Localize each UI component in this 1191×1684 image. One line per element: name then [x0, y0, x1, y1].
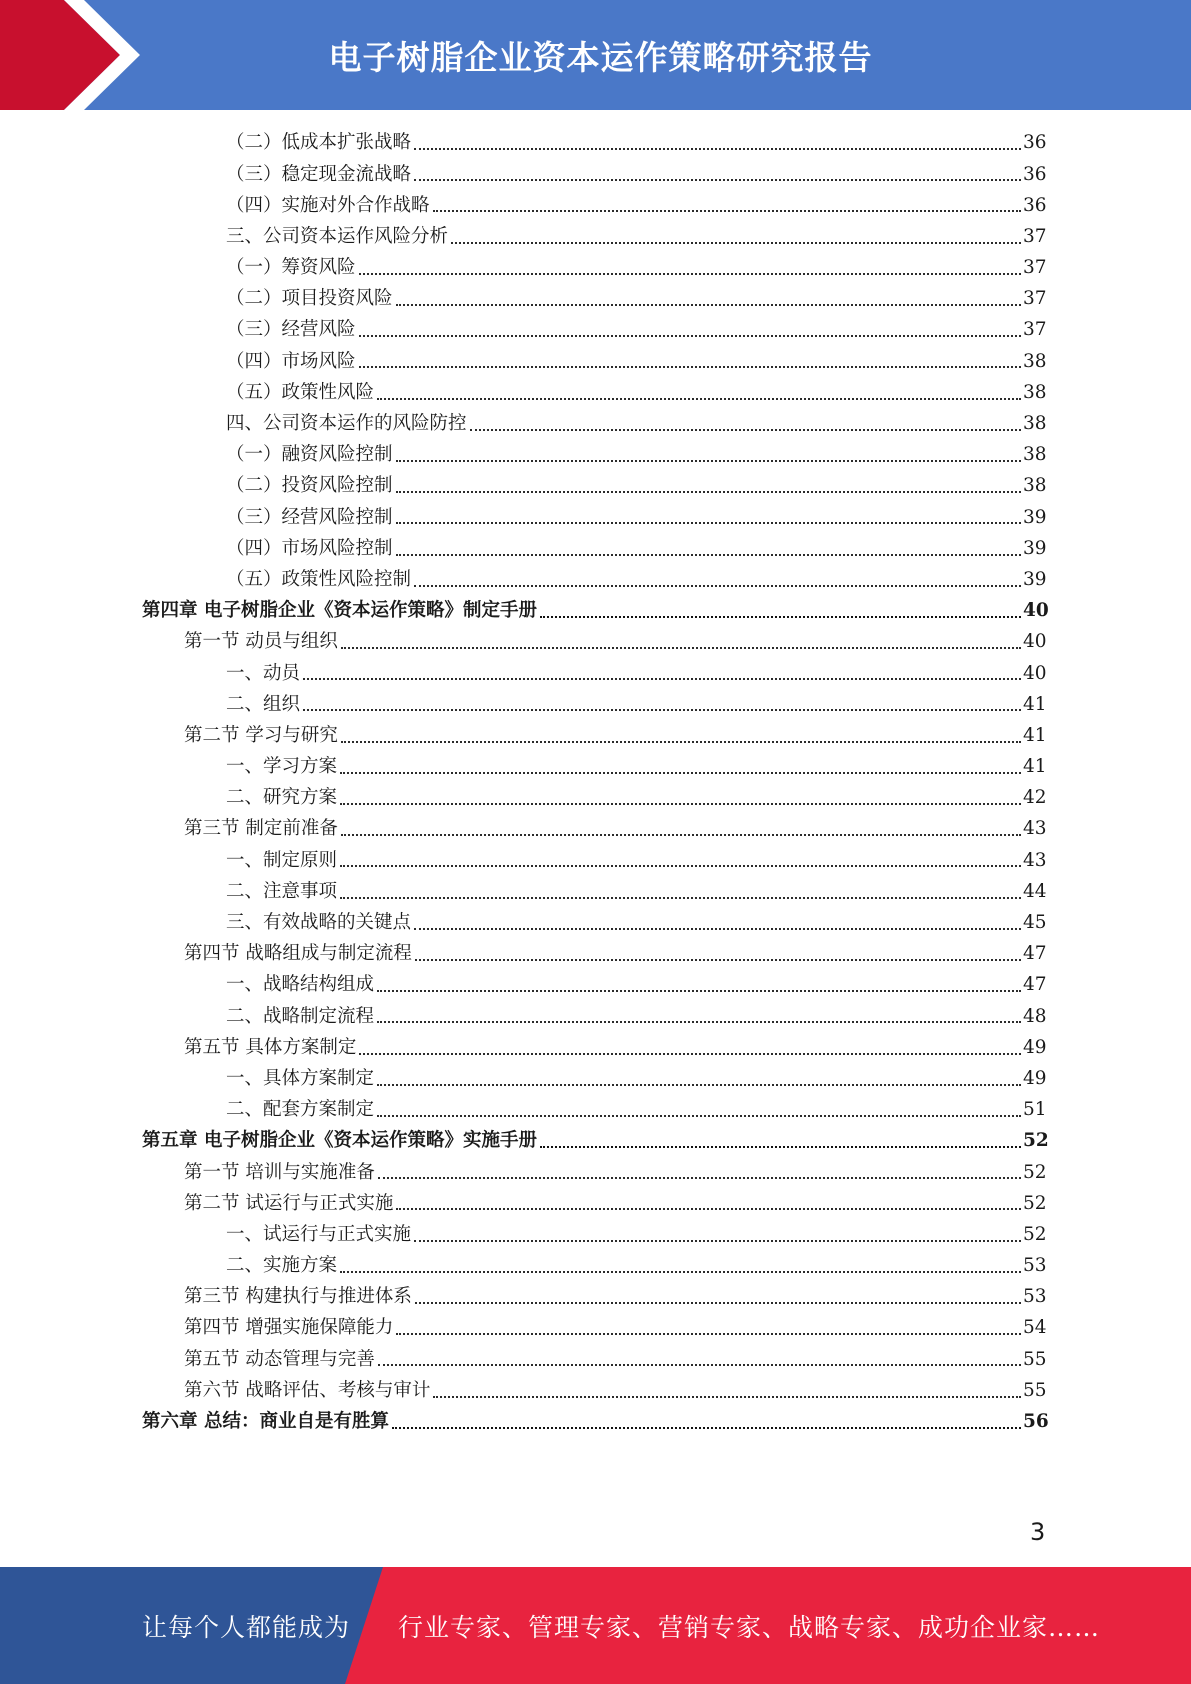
dot-leader — [341, 834, 1021, 836]
toc-entry[interactable] — [226, 1251, 1047, 1282]
toc-entry-page: 36 — [1023, 194, 1047, 216]
toc-entry[interactable] — [226, 159, 1047, 190]
toc-entry[interactable] — [226, 533, 1047, 564]
toc-entry-label: 第二节 学习与研究 — [184, 724, 338, 746]
toc-entry-label: 第一节 动员与组织 — [184, 631, 338, 653]
dot-leader — [378, 1177, 1021, 1179]
dot-leader — [470, 429, 1021, 431]
toc-entry-label: 一、制定原则 — [226, 849, 338, 871]
toc-entry-page: 38 — [1023, 444, 1047, 466]
toc-entry[interactable] — [184, 814, 1047, 845]
dot-leader — [377, 1115, 1021, 1117]
toc-entry[interactable] — [226, 190, 1047, 221]
toc-entry-label: 第五章 电子树脂企业《资本运作策略》实施手册 — [142, 1130, 537, 1152]
toc-entry[interactable] — [184, 1376, 1047, 1407]
dot-leader — [340, 865, 1021, 867]
toc-entry[interactable] — [226, 502, 1047, 533]
dot-leader — [359, 1053, 1021, 1055]
toc-entry-label: （三）经营风险 — [226, 319, 356, 341]
toc-entry-label: （五）政策性风险 — [226, 381, 375, 403]
footer-slogan-left: 让每个人都能成为 — [142, 1612, 351, 1642]
toc-entry-page: 37 — [1023, 257, 1047, 279]
dot-leader — [540, 616, 1021, 618]
toc-entry-label: 二、配套方案制定 — [226, 1099, 375, 1121]
toc-entry-page: 48 — [1023, 1005, 1047, 1027]
toc-entry-page: 54 — [1023, 1317, 1047, 1339]
dot-leader — [359, 366, 1021, 368]
toc-entry[interactable] — [226, 378, 1047, 409]
toc-entry-page: 52 — [1023, 1161, 1047, 1183]
toc-entry-label: （四）市场风险 — [226, 350, 356, 372]
document-title: 电子树脂企业资本运作策略研究报告 — [328, 37, 873, 77]
header-banner — [0, 0, 1191, 110]
toc-entry[interactable] — [226, 409, 1047, 440]
toc-entry-label: 第二节 试运行与正式实施 — [184, 1192, 394, 1214]
dot-leader — [540, 1146, 1021, 1148]
dot-leader — [377, 990, 1021, 992]
toc-entry[interactable] — [226, 1064, 1047, 1095]
toc-entry[interactable] — [184, 1313, 1047, 1344]
toc-entry-page: 38 — [1023, 350, 1047, 372]
toc-entry[interactable] — [184, 939, 1047, 970]
toc-entry-label: （三）稳定现金流战略 — [226, 163, 412, 185]
dot-leader — [415, 1302, 1021, 1304]
dot-leader — [340, 897, 1021, 899]
dot-leader — [414, 148, 1021, 150]
toc-entry-page: 52 — [1023, 1192, 1047, 1214]
toc-entry-page: 40 — [1023, 600, 1049, 622]
toc-entry[interactable] — [226, 315, 1047, 346]
toc-entry-label: 三、公司资本运作风险分析 — [226, 225, 449, 247]
toc-entry[interactable] — [226, 565, 1047, 596]
toc-entry-label: 第四节 增强实施保障能力 — [184, 1317, 394, 1339]
toc-entry-label: （五）政策性风险控制 — [226, 568, 412, 590]
toc-entry-label: （一）融资风险控制 — [226, 444, 393, 466]
toc-entry-page: 56 — [1023, 1411, 1049, 1433]
toc-entry-label: 一、学习方案 — [226, 756, 338, 778]
toc-entry-page: 53 — [1023, 1286, 1047, 1308]
toc-entry[interactable] — [226, 970, 1047, 1001]
toc-entry-page: 52 — [1023, 1130, 1049, 1152]
toc-entry-label: 一、动员 — [226, 662, 301, 684]
toc-entry[interactable] — [184, 1188, 1047, 1219]
dot-leader — [433, 210, 1021, 212]
dot-leader — [396, 522, 1021, 524]
toc-entry-page: 36 — [1023, 163, 1047, 185]
toc-entry[interactable] — [226, 908, 1047, 939]
dot-leader — [396, 460, 1021, 462]
toc-entry-page: 37 — [1023, 225, 1047, 247]
footer-slogan-right: 行业专家、管理专家、营销专家、战略专家、成功企业家…… — [398, 1612, 1101, 1642]
toc-entry-label: 二、战略制定流程 — [226, 1005, 375, 1027]
toc-entry[interactable] — [226, 752, 1047, 783]
toc-entry-page: 43 — [1023, 818, 1047, 840]
toc-entry-page: 43 — [1023, 849, 1047, 871]
toc-entry-page: 36 — [1023, 132, 1047, 154]
toc-entry[interactable] — [226, 1001, 1047, 1032]
toc-entry[interactable] — [226, 440, 1047, 471]
toc-entry[interactable] — [142, 1126, 1047, 1157]
toc-entry-page: 44 — [1023, 880, 1047, 902]
toc-entry[interactable] — [226, 284, 1047, 315]
toc-entry-label: （一）筹资风险 — [226, 257, 356, 279]
toc-entry[interactable] — [226, 689, 1047, 720]
toc-entry-label: 二、注意事项 — [226, 880, 338, 902]
toc-entry-page: 49 — [1023, 1067, 1047, 1089]
toc-entry[interactable] — [184, 1344, 1047, 1375]
toc-entry-label: 二、实施方案 — [226, 1255, 338, 1277]
toc-entry[interactable] — [226, 128, 1047, 159]
toc-entry[interactable] — [226, 253, 1047, 284]
dot-leader — [433, 1396, 1021, 1398]
toc-entry-label: 第三节 构建执行与推进体系 — [184, 1286, 412, 1308]
toc-entry-page: 47 — [1023, 974, 1047, 996]
toc-entry-page: 39 — [1023, 537, 1047, 559]
toc-entry-page: 38 — [1023, 413, 1047, 435]
dot-leader — [340, 803, 1021, 805]
dot-leader — [396, 304, 1021, 306]
toc-entry[interactable] — [184, 1157, 1047, 1188]
dot-leader — [414, 179, 1021, 181]
dot-leader — [396, 1208, 1021, 1210]
dot-leader — [359, 273, 1021, 275]
toc-entry-label: 四、公司资本运作的风险防控 — [226, 413, 467, 435]
dot-leader — [378, 1364, 1021, 1366]
toc-entry-page: 41 — [1023, 693, 1047, 715]
toc-entry[interactable] — [184, 627, 1047, 658]
dot-leader — [303, 678, 1021, 680]
toc-entry-label: 第五节 具体方案制定 — [184, 1036, 357, 1058]
toc-entry[interactable] — [184, 721, 1047, 752]
dot-leader — [377, 398, 1021, 400]
toc-entry-label: （二）投资风险控制 — [226, 475, 393, 497]
toc-entry-label: （四）市场风险控制 — [226, 537, 393, 559]
toc-entry-label: 第三节 制定前准备 — [184, 818, 338, 840]
table-of-contents — [0, 128, 1191, 1438]
dot-leader — [396, 554, 1021, 556]
toc-entry-page: 55 — [1023, 1348, 1047, 1370]
toc-entry-label: 第四节 战略组成与制定流程 — [184, 943, 412, 965]
toc-entry[interactable] — [184, 1032, 1047, 1063]
toc-entry-label: 一、具体方案制定 — [226, 1067, 375, 1089]
toc-entry-page: 41 — [1023, 724, 1047, 746]
toc-entry-page: 51 — [1023, 1099, 1047, 1121]
toc-entry-page: 37 — [1023, 288, 1047, 310]
dot-leader — [340, 772, 1021, 774]
toc-entry-label: 第五节 动态管理与完善 — [184, 1348, 375, 1370]
page-number: 3 — [1030, 1518, 1046, 1546]
dot-leader — [414, 928, 1021, 930]
toc-entry[interactable] — [226, 222, 1047, 253]
toc-entry-label: 二、研究方案 — [226, 787, 338, 809]
toc-entry[interactable] — [142, 596, 1047, 627]
toc-entry-label: （三）经营风险控制 — [226, 506, 393, 528]
toc-entry-page: 55 — [1023, 1379, 1047, 1401]
toc-entry-page: 49 — [1023, 1036, 1047, 1058]
dot-leader — [359, 335, 1021, 337]
toc-entry-label: 二、组织 — [226, 693, 301, 715]
dot-leader — [377, 1021, 1021, 1023]
dot-leader — [392, 1427, 1021, 1429]
toc-entry[interactable] — [226, 1220, 1047, 1251]
dot-leader — [396, 1333, 1021, 1335]
toc-entry[interactable] — [226, 658, 1047, 689]
dot-leader — [415, 959, 1021, 961]
toc-entry[interactable] — [226, 346, 1047, 377]
toc-entry[interactable] — [226, 783, 1047, 814]
toc-entry-label: 一、战略结构组成 — [226, 974, 375, 996]
toc-entry-label: （四）实施对外合作战略 — [226, 194, 430, 216]
toc-entry-page: 40 — [1023, 662, 1047, 684]
toc-entry-label: 第四章 电子树脂企业《资本运作策略》制定手册 — [142, 600, 537, 622]
toc-entry-label: 三、有效战略的关键点 — [226, 912, 412, 934]
toc-entry-page: 47 — [1023, 943, 1047, 965]
dot-leader — [341, 741, 1021, 743]
toc-entry-label: （二）低成本扩张战略 — [226, 132, 412, 154]
toc-entry-page: 45 — [1023, 912, 1047, 934]
toc-entry-page: 42 — [1023, 787, 1047, 809]
toc-entry-label: （二）项目投资风险 — [226, 288, 393, 310]
toc-entry-page: 39 — [1023, 506, 1047, 528]
toc-entry-page: 53 — [1023, 1255, 1047, 1277]
dot-leader — [451, 242, 1021, 244]
dot-leader — [377, 1084, 1021, 1086]
toc-entry[interactable] — [226, 471, 1047, 502]
toc-entry-page: 40 — [1023, 631, 1047, 653]
toc-entry-page: 39 — [1023, 568, 1047, 590]
toc-entry-page: 52 — [1023, 1223, 1047, 1245]
toc-entry[interactable] — [142, 1407, 1047, 1438]
dot-leader — [414, 1240, 1021, 1242]
footer-banner — [0, 1567, 1191, 1684]
toc-entry-label: 第一节 培训与实施准备 — [184, 1161, 375, 1183]
dot-leader — [414, 585, 1021, 587]
toc-entry-page: 37 — [1023, 319, 1047, 341]
toc-entry[interactable] — [226, 845, 1047, 876]
toc-entry-page: 38 — [1023, 381, 1047, 403]
toc-entry-page: 38 — [1023, 475, 1047, 497]
dot-leader — [340, 1271, 1021, 1273]
toc-entry-label: 第六章 总结：商业自是有胜算 — [142, 1411, 389, 1433]
dot-leader — [396, 491, 1021, 493]
toc-entry-label: 第六节 战略评估、考核与审计 — [184, 1379, 431, 1401]
dot-leader — [303, 709, 1021, 711]
toc-entry[interactable] — [226, 877, 1047, 908]
toc-entry[interactable] — [184, 1282, 1047, 1313]
toc-entry-page: 41 — [1023, 756, 1047, 778]
dot-leader — [341, 647, 1021, 649]
toc-entry-label: 一、试运行与正式实施 — [226, 1223, 412, 1245]
toc-entry[interactable] — [226, 1095, 1047, 1126]
